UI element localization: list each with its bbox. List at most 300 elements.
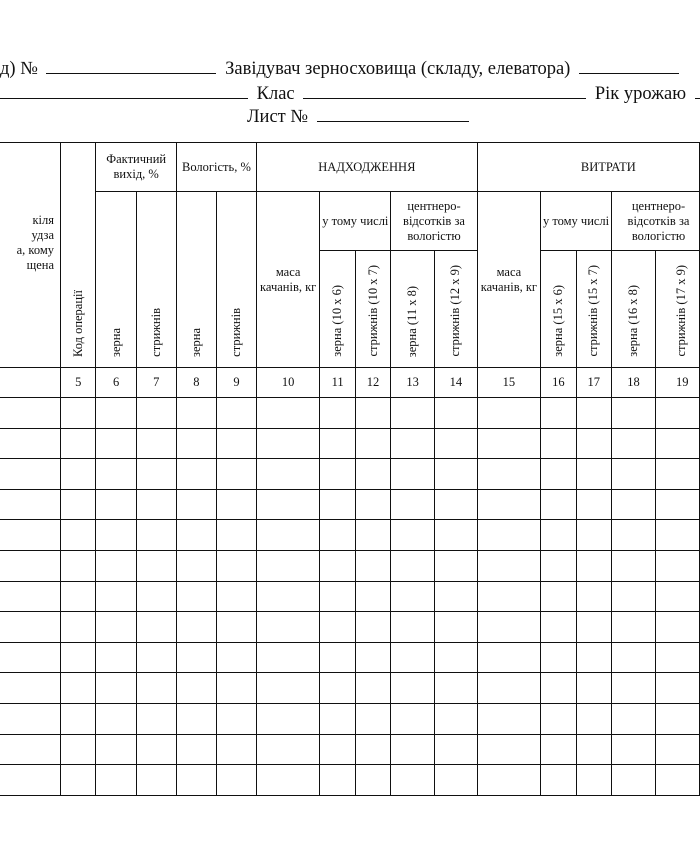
entry-cell[interactable] bbox=[355, 520, 390, 551]
table-row bbox=[0, 550, 700, 581]
entry-cell[interactable] bbox=[0, 581, 61, 612]
entry-cell[interactable] bbox=[541, 673, 576, 704]
header-doc-number-label: д) № bbox=[0, 59, 38, 79]
column-number-cell: 19 bbox=[655, 368, 699, 398]
income-label: НАДХОДЖЕННЯ bbox=[318, 159, 416, 174]
entry-cell[interactable] bbox=[96, 459, 136, 490]
header-harvest-year-label: Рік урожаю bbox=[594, 84, 687, 104]
header-class-label: Клас bbox=[256, 84, 295, 104]
entry-cell[interactable] bbox=[61, 520, 96, 551]
entry-cell[interactable] bbox=[477, 703, 540, 734]
entry-cell[interactable] bbox=[655, 734, 699, 765]
entry-cell[interactable] bbox=[0, 520, 61, 551]
header-doc-number-blank[interactable] bbox=[46, 58, 216, 74]
entry-cell[interactable] bbox=[216, 703, 256, 734]
entry-cell[interactable] bbox=[61, 734, 96, 765]
entry-cell[interactable] bbox=[576, 550, 611, 581]
income-cobs-calc-header bbox=[355, 251, 390, 368]
header-line-2 bbox=[0, 83, 700, 105]
entry-cell[interactable] bbox=[391, 428, 435, 459]
entry-cell[interactable] bbox=[477, 581, 540, 612]
entry-cell[interactable] bbox=[216, 550, 256, 581]
entry-cell[interactable] bbox=[434, 550, 477, 581]
column-number-cell: 17 bbox=[576, 368, 611, 398]
entry-cell[interactable] bbox=[0, 489, 61, 520]
table-row bbox=[0, 734, 700, 765]
entry-cell[interactable] bbox=[176, 581, 216, 612]
entry-cell[interactable] bbox=[96, 520, 136, 551]
expense-including-label: у тому числі bbox=[542, 213, 610, 228]
operation-code-header bbox=[61, 143, 96, 368]
entry-cell[interactable] bbox=[655, 398, 699, 429]
entry-cell[interactable] bbox=[136, 612, 176, 643]
entry-cell[interactable] bbox=[477, 459, 540, 490]
entry-cell[interactable] bbox=[176, 398, 216, 429]
entry-cell[interactable] bbox=[612, 489, 656, 520]
entry-cell[interactable] bbox=[434, 673, 477, 704]
expense-grain-calc-header bbox=[541, 251, 576, 368]
entry-cell[interactable] bbox=[96, 734, 136, 765]
entry-cell[interactable] bbox=[612, 520, 656, 551]
entry-cell[interactable] bbox=[176, 673, 216, 704]
entry-cell[interactable] bbox=[136, 428, 176, 459]
entry-cell[interactable] bbox=[612, 703, 656, 734]
entry-cell[interactable] bbox=[612, 581, 656, 612]
entry-cell[interactable] bbox=[136, 703, 176, 734]
expense-cob-mass-header bbox=[477, 192, 540, 368]
entry-cell[interactable] bbox=[655, 642, 699, 673]
entry-cell[interactable] bbox=[391, 673, 435, 704]
moisture-header bbox=[176, 143, 256, 192]
entry-cell[interactable] bbox=[541, 703, 576, 734]
entry-cell[interactable] bbox=[477, 428, 540, 459]
income-cp-grain-header bbox=[391, 251, 435, 368]
entry-cell[interactable] bbox=[355, 765, 390, 796]
entry-cell[interactable] bbox=[434, 398, 477, 429]
entry-cell[interactable] bbox=[136, 489, 176, 520]
income-grain-calc-label: зерна (10 х 6) bbox=[330, 285, 345, 357]
entry-cell[interactable] bbox=[477, 520, 540, 551]
actual-output-cobs-label: стрижнів bbox=[148, 308, 163, 357]
entry-cell[interactable] bbox=[256, 734, 319, 765]
income-centner-percent-header bbox=[391, 192, 477, 251]
entry-cell[interactable] bbox=[477, 398, 540, 429]
entry-cell[interactable] bbox=[612, 459, 656, 490]
income-centner-percent-label: центнеро-відсотків за вологістю bbox=[403, 198, 465, 243]
entry-cell[interactable] bbox=[541, 581, 576, 612]
entry-cell[interactable] bbox=[96, 642, 136, 673]
entry-cell[interactable] bbox=[576, 428, 611, 459]
actual-output-header bbox=[96, 143, 176, 192]
entry-cell[interactable] bbox=[96, 612, 136, 643]
entry-cell[interactable] bbox=[320, 489, 355, 520]
moisture-cobs-header bbox=[216, 192, 256, 368]
entry-cell[interactable] bbox=[176, 765, 216, 796]
income-including-label: у тому числі bbox=[322, 213, 389, 228]
column-number-cell: 10 bbox=[256, 368, 319, 398]
entry-cell[interactable] bbox=[477, 489, 540, 520]
column-number-cell: 8 bbox=[176, 368, 216, 398]
entry-cell[interactable] bbox=[541, 612, 576, 643]
expense-including-header bbox=[541, 192, 612, 251]
entry-cell[interactable] bbox=[434, 520, 477, 551]
entry-cell[interactable] bbox=[612, 765, 656, 796]
column-number-row bbox=[0, 368, 700, 398]
entry-cell[interactable] bbox=[96, 703, 136, 734]
header-warehouse-manager-label: Завідувач зерносховища (складу, елеватора) bbox=[225, 59, 571, 79]
entry-cell[interactable] bbox=[612, 550, 656, 581]
entry-cell[interactable] bbox=[541, 550, 576, 581]
entry-cell[interactable] bbox=[477, 734, 540, 765]
table-row bbox=[0, 489, 700, 520]
header-harvest-year-blank[interactable] bbox=[695, 83, 700, 99]
table-row bbox=[0, 642, 700, 673]
entry-cell[interactable] bbox=[216, 734, 256, 765]
entry-cell[interactable] bbox=[612, 428, 656, 459]
entry-cell[interactable] bbox=[136, 765, 176, 796]
income-cp-cobs-label: стрижнів (12 х 9) bbox=[448, 265, 463, 357]
entry-cell[interactable] bbox=[612, 398, 656, 429]
entry-cell[interactable] bbox=[655, 520, 699, 551]
column-number-cell: 16 bbox=[541, 368, 576, 398]
entry-cell[interactable] bbox=[355, 642, 390, 673]
recipient-header-text: кіля удза а, кому щена bbox=[16, 213, 54, 272]
entry-cell[interactable] bbox=[256, 703, 319, 734]
expense-cp-cobs-label: стрижнів (17 х 9) bbox=[673, 265, 688, 357]
entry-cell[interactable] bbox=[256, 642, 319, 673]
entry-cell[interactable] bbox=[355, 612, 390, 643]
entry-cell[interactable] bbox=[136, 459, 176, 490]
entry-cell[interactable] bbox=[0, 642, 61, 673]
expense-cp-grain-header bbox=[612, 251, 656, 368]
entry-cell[interactable] bbox=[256, 428, 319, 459]
entry-cell[interactable] bbox=[355, 673, 390, 704]
entry-cell[interactable] bbox=[61, 550, 96, 581]
income-including-header bbox=[320, 192, 391, 251]
entry-cell[interactable] bbox=[576, 642, 611, 673]
expense-header bbox=[477, 143, 699, 192]
entry-cell[interactable] bbox=[541, 765, 576, 796]
entry-cell[interactable] bbox=[216, 428, 256, 459]
entry-cell[interactable] bbox=[96, 428, 136, 459]
entry-cell[interactable] bbox=[477, 765, 540, 796]
entry-cell[interactable] bbox=[61, 765, 96, 796]
entry-cell[interactable] bbox=[320, 459, 355, 490]
entry-cell[interactable] bbox=[256, 612, 319, 643]
entry-cell[interactable] bbox=[176, 428, 216, 459]
column-number-cell: 5 bbox=[61, 368, 96, 398]
entry-cell[interactable] bbox=[176, 612, 216, 643]
entry-cell[interactable] bbox=[136, 520, 176, 551]
column-number-cell bbox=[0, 368, 61, 398]
entry-cell[interactable] bbox=[320, 550, 355, 581]
entry-cell[interactable] bbox=[355, 459, 390, 490]
entry-cell[interactable] bbox=[0, 459, 61, 490]
expense-label: ВИТРАТИ bbox=[580, 159, 636, 174]
entry-cell[interactable] bbox=[216, 581, 256, 612]
actual-output-label: Фактичний вихід, % bbox=[106, 152, 167, 181]
entry-cell[interactable] bbox=[391, 642, 435, 673]
entry-cell[interactable] bbox=[0, 612, 61, 643]
column-number-cell: 18 bbox=[612, 368, 656, 398]
entry-cell[interactable] bbox=[320, 398, 355, 429]
moisture-label: Вологість, % bbox=[181, 159, 251, 174]
entry-cell[interactable] bbox=[216, 765, 256, 796]
entry-cell[interactable] bbox=[391, 520, 435, 551]
entry-cell[interactable] bbox=[256, 581, 319, 612]
entry-cell[interactable] bbox=[0, 703, 61, 734]
entry-cell[interactable] bbox=[391, 734, 435, 765]
entry-cell[interactable] bbox=[655, 703, 699, 734]
expense-centner-percent-label: центнеро-відсотків за вологістю bbox=[627, 198, 690, 243]
entry-cell[interactable] bbox=[434, 428, 477, 459]
entry-cell[interactable] bbox=[0, 428, 61, 459]
entry-cell[interactable] bbox=[655, 581, 699, 612]
entry-cell[interactable] bbox=[320, 612, 355, 643]
entry-cell[interactable] bbox=[61, 398, 96, 429]
entry-cell[interactable] bbox=[256, 550, 319, 581]
entry-cell[interactable] bbox=[391, 703, 435, 734]
income-cob-mass-label: маса качанів, кг bbox=[260, 264, 317, 294]
entry-cell[interactable] bbox=[541, 398, 576, 429]
entry-cell[interactable] bbox=[176, 734, 216, 765]
entry-cell[interactable] bbox=[96, 489, 136, 520]
entry-cell[interactable] bbox=[434, 612, 477, 643]
recipient-header-cell bbox=[0, 143, 61, 368]
table-row bbox=[0, 520, 700, 551]
entry-cell[interactable] bbox=[176, 550, 216, 581]
expense-cp-cobs-header bbox=[655, 251, 699, 368]
entry-cell[interactable] bbox=[216, 642, 256, 673]
entry-cell[interactable] bbox=[541, 520, 576, 551]
entry-cell[interactable] bbox=[355, 550, 390, 581]
income-cp-grain-label: зерна (11 х 8) bbox=[405, 285, 420, 357]
entry-cell[interactable] bbox=[136, 734, 176, 765]
entry-cell[interactable] bbox=[0, 734, 61, 765]
actual-output-cobs-header bbox=[136, 192, 176, 368]
entry-cell[interactable] bbox=[391, 581, 435, 612]
entry-cell[interactable] bbox=[355, 428, 390, 459]
entry-cell[interactable] bbox=[576, 765, 611, 796]
table-row bbox=[0, 459, 700, 490]
table-row bbox=[0, 612, 700, 643]
column-number-cell: 6 bbox=[96, 368, 136, 398]
entry-cell[interactable] bbox=[541, 459, 576, 490]
entry-cell[interactable] bbox=[136, 581, 176, 612]
entry-cell[interactable] bbox=[0, 398, 61, 429]
expense-cobs-calc-label: стрижнів (15 х 7) bbox=[586, 265, 601, 357]
income-cob-mass-header bbox=[256, 192, 319, 368]
income-header bbox=[256, 143, 477, 192]
entry-cell[interactable] bbox=[320, 520, 355, 551]
entry-cell[interactable] bbox=[477, 673, 540, 704]
entry-cell[interactable] bbox=[477, 550, 540, 581]
table-row bbox=[0, 398, 700, 429]
entry-cell[interactable] bbox=[434, 734, 477, 765]
entry-cell[interactable] bbox=[216, 398, 256, 429]
entry-cell[interactable] bbox=[176, 520, 216, 551]
entry-cell[interactable] bbox=[176, 703, 216, 734]
entry-cell[interactable] bbox=[434, 642, 477, 673]
header-sheet-blank[interactable] bbox=[317, 106, 469, 122]
entry-cell[interactable] bbox=[391, 612, 435, 643]
entry-cell[interactable] bbox=[256, 673, 319, 704]
entry-cell[interactable] bbox=[320, 703, 355, 734]
entry-cell[interactable] bbox=[541, 489, 576, 520]
column-number-cell: 7 bbox=[136, 368, 176, 398]
entry-cell[interactable] bbox=[655, 673, 699, 704]
table-row bbox=[0, 428, 700, 459]
entry-cell[interactable] bbox=[320, 765, 355, 796]
entry-cell[interactable] bbox=[256, 459, 319, 490]
entry-cell[interactable] bbox=[0, 673, 61, 704]
actual-output-grain-label: зерна bbox=[108, 328, 123, 357]
entry-cell[interactable] bbox=[256, 489, 319, 520]
entry-cell[interactable] bbox=[612, 673, 656, 704]
entry-cell[interactable] bbox=[61, 581, 96, 612]
income-grain-calc-header bbox=[320, 251, 355, 368]
entry-cell[interactable] bbox=[320, 673, 355, 704]
table-row bbox=[0, 673, 700, 704]
entry-cell[interactable] bbox=[0, 765, 61, 796]
entry-cell[interactable] bbox=[320, 428, 355, 459]
entry-cell[interactable] bbox=[655, 550, 699, 581]
entry-cell[interactable] bbox=[655, 428, 699, 459]
entry-cell[interactable] bbox=[61, 612, 96, 643]
entry-cell[interactable] bbox=[320, 642, 355, 673]
entry-cell[interactable] bbox=[136, 398, 176, 429]
header-line-1 bbox=[0, 58, 679, 80]
header-class-blank[interactable] bbox=[303, 83, 586, 99]
entry-cell[interactable] bbox=[355, 703, 390, 734]
header-line-3 bbox=[247, 106, 469, 128]
entry-cell[interactable] bbox=[96, 581, 136, 612]
table-row bbox=[0, 703, 700, 734]
column-number-cell: 14 bbox=[434, 368, 477, 398]
entry-cell[interactable] bbox=[477, 612, 540, 643]
entry-cell[interactable] bbox=[612, 734, 656, 765]
moisture-grain-label: зерна bbox=[188, 328, 203, 357]
table-row bbox=[0, 581, 700, 612]
entry-cell[interactable] bbox=[355, 489, 390, 520]
entry-cell[interactable] bbox=[216, 489, 256, 520]
entry-cell[interactable] bbox=[61, 489, 96, 520]
expense-grain-calc-label: зерна (15 х 6) bbox=[550, 285, 565, 357]
entry-cell[interactable] bbox=[61, 673, 96, 704]
entry-cell[interactable] bbox=[576, 398, 611, 429]
entry-cell[interactable] bbox=[216, 459, 256, 490]
header-line2-leading-blank[interactable] bbox=[0, 83, 248, 99]
entry-cell[interactable] bbox=[216, 612, 256, 643]
entry-cell[interactable] bbox=[655, 765, 699, 796]
header-sheet-label: Лист № bbox=[247, 107, 309, 127]
entry-cell[interactable] bbox=[612, 612, 656, 643]
entry-cell[interactable] bbox=[0, 550, 61, 581]
entry-cell[interactable] bbox=[216, 673, 256, 704]
entry-cell[interactable] bbox=[136, 642, 176, 673]
entry-cell[interactable] bbox=[477, 642, 540, 673]
entry-cell[interactable] bbox=[576, 489, 611, 520]
column-number-cell: 15 bbox=[477, 368, 540, 398]
entry-cell[interactable] bbox=[541, 734, 576, 765]
operation-code-label: Код операції bbox=[70, 289, 85, 357]
entry-cell[interactable] bbox=[96, 765, 136, 796]
entry-cell[interactable] bbox=[136, 550, 176, 581]
entry-cell[interactable] bbox=[61, 642, 96, 673]
entry-cell[interactable] bbox=[576, 520, 611, 551]
entry-cell[interactable] bbox=[391, 550, 435, 581]
entry-cell[interactable] bbox=[96, 673, 136, 704]
entry-cell[interactable] bbox=[256, 765, 319, 796]
entry-cell[interactable] bbox=[655, 612, 699, 643]
moisture-cobs-label: стрижнів bbox=[228, 308, 243, 357]
entry-cell[interactable] bbox=[576, 673, 611, 704]
entry-cell[interactable] bbox=[136, 673, 176, 704]
header-warehouse-manager-blank[interactable] bbox=[579, 58, 679, 74]
entry-cell[interactable] bbox=[434, 489, 477, 520]
column-number-cell: 11 bbox=[320, 368, 355, 398]
entry-cell[interactable] bbox=[61, 459, 96, 490]
entry-cell[interactable] bbox=[320, 581, 355, 612]
entry-cell[interactable] bbox=[176, 459, 216, 490]
entry-cell[interactable] bbox=[61, 428, 96, 459]
register-table bbox=[0, 142, 700, 796]
table-row bbox=[0, 765, 700, 796]
expense-cob-mass-label: маса качанів, кг bbox=[480, 264, 538, 294]
entry-cell[interactable] bbox=[541, 642, 576, 673]
entry-cell[interactable] bbox=[576, 703, 611, 734]
entry-cell[interactable] bbox=[576, 734, 611, 765]
moisture-grain-header bbox=[176, 192, 216, 368]
actual-output-grain-header bbox=[96, 192, 136, 368]
entry-cell[interactable] bbox=[576, 581, 611, 612]
entry-cell[interactable] bbox=[61, 703, 96, 734]
entry-cell[interactable] bbox=[391, 459, 435, 490]
entry-cell[interactable] bbox=[391, 489, 435, 520]
entry-cell[interactable] bbox=[576, 612, 611, 643]
entry-cell[interactable] bbox=[355, 398, 390, 429]
entry-cell[interactable] bbox=[216, 520, 256, 551]
entry-cell[interactable] bbox=[176, 489, 216, 520]
income-cp-cobs-header bbox=[434, 251, 477, 368]
column-number-cell: 13 bbox=[391, 368, 435, 398]
entry-cell[interactable] bbox=[434, 703, 477, 734]
column-number-cell: 12 bbox=[355, 368, 390, 398]
entry-cell[interactable] bbox=[434, 765, 477, 796]
entry-cell[interactable] bbox=[655, 459, 699, 490]
entry-cell[interactable] bbox=[355, 581, 390, 612]
entry-cell[interactable] bbox=[176, 642, 216, 673]
entry-cell[interactable] bbox=[434, 459, 477, 490]
entry-cell[interactable] bbox=[355, 734, 390, 765]
expense-cp-grain-label: зерна (16 х 8) bbox=[625, 285, 640, 357]
entry-cell[interactable] bbox=[320, 734, 355, 765]
column-number-cell: 9 bbox=[216, 368, 256, 398]
entry-cell[interactable] bbox=[96, 398, 136, 429]
entry-cell[interactable] bbox=[434, 581, 477, 612]
entry-cell[interactable] bbox=[256, 398, 319, 429]
entry-cell[interactable] bbox=[541, 428, 576, 459]
expense-cobs-calc-header bbox=[576, 251, 611, 368]
entry-cell[interactable] bbox=[256, 520, 319, 551]
entry-cell[interactable] bbox=[655, 489, 699, 520]
expense-centner-percent-header bbox=[612, 192, 700, 251]
entry-cell[interactable] bbox=[612, 642, 656, 673]
entry-cell[interactable] bbox=[391, 398, 435, 429]
entry-cell[interactable] bbox=[96, 550, 136, 581]
entry-cell[interactable] bbox=[576, 459, 611, 490]
entry-cell[interactable] bbox=[391, 765, 435, 796]
